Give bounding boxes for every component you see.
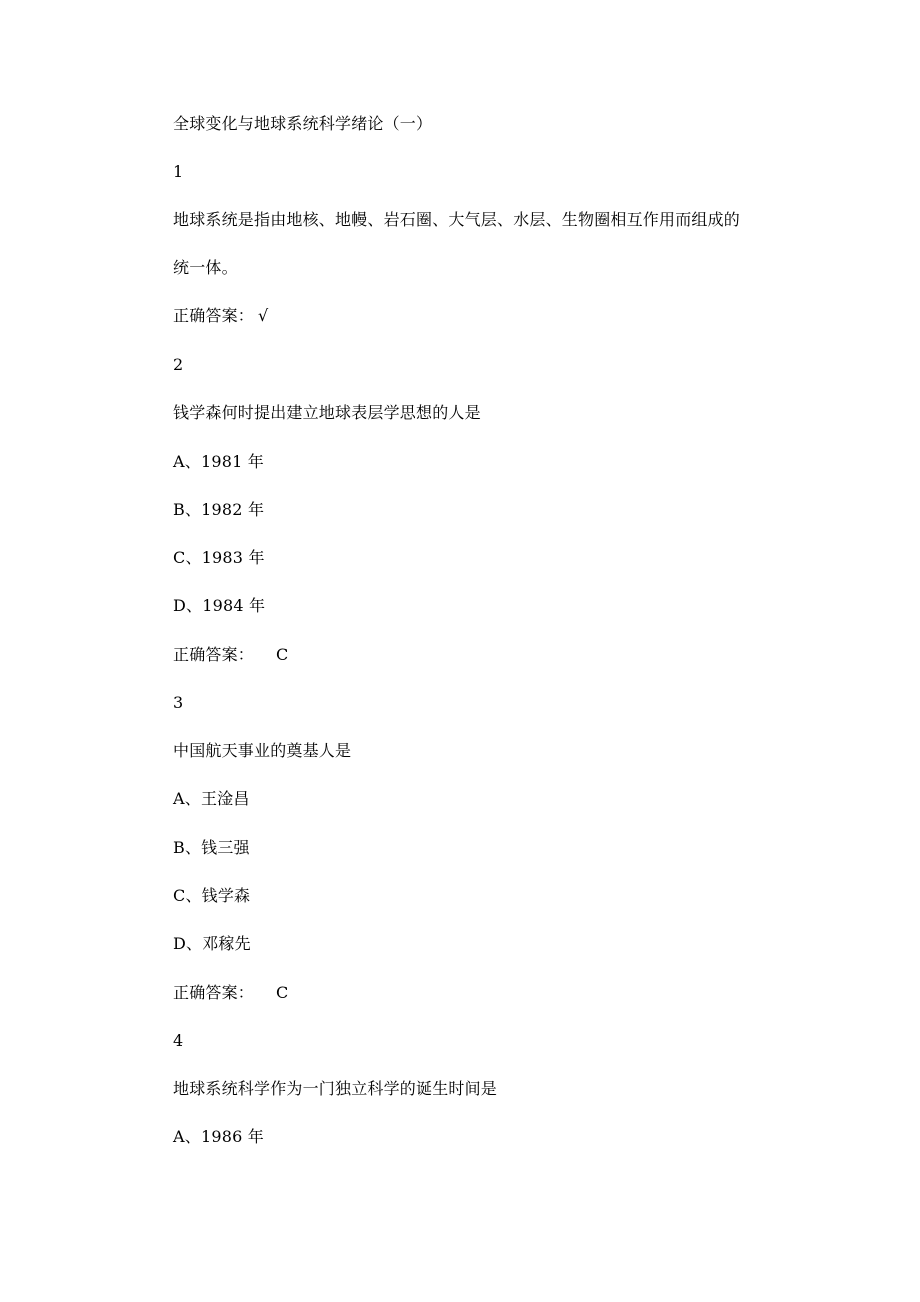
answer-value: √: [258, 306, 269, 325]
question-3-option-c: C、钱学森: [173, 886, 251, 905]
answer-label: 正确答案：: [173, 983, 255, 1002]
question-2-option-c: C、1983 年: [173, 548, 265, 567]
question-3-option-a: A、王淦昌: [173, 789, 250, 808]
question-1-answer: [173, 306, 268, 326]
answer-label: 正确答案：: [173, 645, 255, 664]
answer-label: 正确答案：: [173, 306, 255, 325]
answer-value: C: [276, 983, 289, 1002]
question-1-number: 1: [173, 162, 184, 181]
answer-value: C: [276, 645, 289, 664]
question-2-option-a: A、1981 年: [173, 452, 264, 471]
question-3-option-d: D、邓稼先: [173, 934, 251, 953]
question-2-option-b: B、1982 年: [173, 500, 265, 519]
question-1-stem-line1: 地球系统是指由地核、地幔、岩石圈、大气层、水层、生物圈相互作用而组成的: [173, 210, 741, 229]
question-4-option-a: A、1986 年: [173, 1127, 264, 1146]
question-1-stem-line2: 统一体。: [173, 258, 238, 277]
question-2-answer: [173, 645, 288, 665]
question-4-stem: 地球系统科学作为一门独立科学的诞生时间是: [173, 1079, 498, 1098]
document-title: 全球变化与地球系统科学绪论（一）: [173, 114, 433, 133]
question-3-answer: [173, 983, 288, 1003]
question-4-number: 4: [173, 1031, 184, 1050]
question-2-option-d: D、1984 年: [173, 596, 266, 615]
question-3-stem: 中国航天事业的奠基人是: [173, 741, 352, 760]
question-3-option-b: B、钱三强: [173, 838, 250, 857]
question-2-stem: 钱学森何时提出建立地球表层学思想的人是: [173, 403, 481, 422]
question-3-number: 3: [173, 693, 184, 712]
question-2-number: 2: [173, 355, 184, 374]
